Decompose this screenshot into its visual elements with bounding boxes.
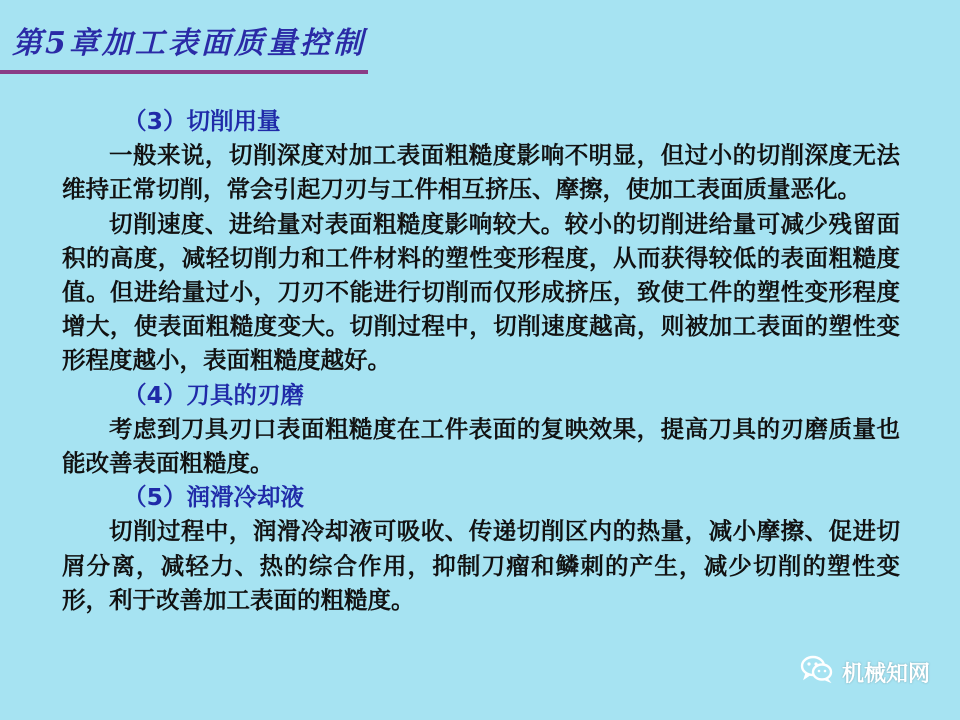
paragraph-cutting-speed-feed: 切削速度、进给量对表面粗糙度影响较大。较小的切削进给量可减少残留面积的高度，减轻切削力和工件材料的塑性变形程度，从而获得较低的表面粗糙度值。但进给量过小，刀刃不能进行切削而仅形成挤压，致使工件的塑性变形程度增大，使表面粗糙度变大。切削过程中，切削速度越高，则被加工表面的塑性变形程度越小，表面粗糙度越好。 [62,209,900,375]
section-heading-coolant: （5）润滑冷却液 [123,483,304,512]
watermark-text: 机械知网 [841,661,930,687]
paragraph-coolant: 切削过程中，润滑冷却液可吸收、传递切削区内的热量，减小摩擦、促进切屑分离，减轻力、热的综合作用，抑制刀瘤和鳞刺的产生，减少切削的塑性变形，利于改善加工表面的粗糙度。 [62,517,900,614]
slide-body [62,104,900,617]
section-heading-cutting-parameters: （3）切削用量 [123,107,281,135]
chapter-title: 第5章加工表面质量控制 [12,26,366,61]
wechat-icon [800,654,834,690]
section-heading-tool-sharpening: （4）刀具的刃磨 [123,380,304,409]
paragraph-tool-sharpening: 考虑到刀具刃口表面粗糙度在工件表面的复映效果，提高刀具的刃磨质量也能改善表面粗糙度。 [62,414,900,478]
title-underline [0,70,368,74]
watermark [800,654,930,690]
paragraph-cutting-depth: 一般来说，切削深度对加工表面粗糙度影响不明显，但过小的切削深度无法维持正常切削，常会引起刀刃与工件相互挤压、摩擦，使加工表面质量恶化。 [62,141,900,204]
